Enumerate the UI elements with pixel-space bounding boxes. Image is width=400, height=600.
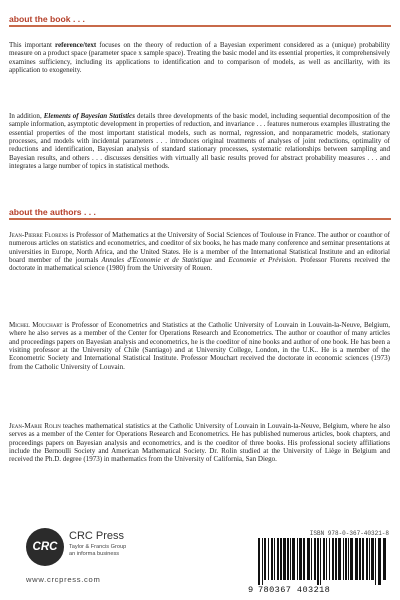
publisher-block: [26, 528, 176, 588]
barcode-bar: [366, 538, 368, 580]
barcode-bar: [335, 538, 337, 580]
barcode-bar: [317, 538, 319, 585]
barcode-bar: [292, 538, 295, 580]
barcode-number: 780367 403218: [258, 585, 331, 595]
barcode-bar: [332, 538, 334, 580]
barcode-bar: [348, 538, 349, 580]
journal-title: Annales d'Economie et de Statistique: [101, 256, 212, 265]
text-segment: focuses on the theory of reduction of a Bayesian experiment considered as a (unique) probability measure on a product space (parameter space x sample space). Treating the basic model and its essential properties, it comprehensively examines sufficiency, including its applications to identification and to comparison of models, as well as ancillarity, with its application to exogeneity.: [9, 41, 390, 75]
about-authors-rule: [9, 218, 391, 220]
barcode-bar: [320, 538, 321, 585]
text-segment: is Professor of Mathematics at the University of Social Sciences of Toulouse in France. The author or coauthor of numerous articles on statistics and econometrics, and coeditor of six books, he has made many conference and seminar presentations at universities in Europe, North Africa, and the United States. He is a member of the International Statistical Institute and an editorial board member of the journals: [9, 231, 390, 265]
barcode-icon: [248, 538, 392, 585]
bold-segment: reference/text: [55, 41, 97, 49]
author-name: Jean-Pierre Florens: [9, 231, 68, 239]
about-book-rule: [9, 25, 391, 27]
publisher-subtitle: [69, 544, 126, 558]
author-bio-florens: [9, 231, 390, 273]
author-name: Michel Mouchart: [9, 321, 63, 329]
barcode-block: [248, 530, 392, 596]
barcode-bar: [280, 538, 282, 580]
barcode-bar: [355, 538, 358, 580]
barcode-bar: [268, 538, 269, 580]
author-name: Jean-Marie Rolin: [9, 422, 61, 430]
barcode-bar: [350, 538, 353, 580]
barcode-bar: [329, 538, 330, 580]
text-segment: teaches mathematical statistics at the Catholic University of Louvain in Louvain-la-Neuve, Belgium, where he also serves as a member of the Center for Operations Research and Econometrics. He has published numerous articles, book chapters, and proceedings papers on Bayesian analysis and econometrics, and is the coeditor of three books. His professional society affiliations include the Bernoulli Society and American Mathematical Society. Dr. Rolin studied at the University of Liège in Belgium and received the Ph.D. degree (1973) in mathematics from the University of California, San Diego.: [9, 422, 391, 464]
book-description-paragraph-1: [9, 41, 390, 74]
publisher-tagline: an informa business: [69, 551, 120, 557]
barcode-bar: [287, 538, 289, 580]
barcode-bar: [258, 538, 260, 585]
barcode-first-digit: 9: [248, 585, 254, 595]
barcode-bar: [262, 538, 263, 585]
barcode-bar: [264, 538, 266, 580]
about-authors-heading: about the authors . . .: [9, 207, 96, 217]
barcode-bar: [274, 538, 275, 580]
barcode-bar: [345, 538, 347, 580]
barcode-bar: [290, 538, 291, 580]
text-segment: . Professor Florens received the doctorate in mathematical science (1980) from the University of Rouen.: [9, 256, 391, 273]
crc-logo-icon: [26, 528, 64, 566]
publisher-website: www.crcpress.com: [26, 575, 101, 584]
barcode-bar: [326, 538, 327, 580]
barcode-bar: [311, 538, 312, 580]
text-segment: details three developments of the basic model, including sequential decomposition of the sample information, asymptotic development in properties of reduction, and invariance . . . features numerous examples illustrating the essential properties of the most important statistical models, such as normal, regression, and nonparametric models, stationary processes, and models with incidental parameters . . . introduces original treatments of analyses of joint reductions, optimality of reductions and identification, Bayesian analysis of standard stationary processes, systematic relationships between sampling and Bayesian results, and others . . . discusses densities with virtually all basic results proved for abstract probability measures . . . and integrates a large number of topics in statistical methods.: [9, 112, 390, 171]
text-segment: and: [211, 256, 229, 265]
book-title: Elements of Bayesian Statistics: [43, 112, 136, 120]
text-segment: is Professor of Econometrics and Statistics at the Catholic University of Louvain in Louvain-la-Neuve, Belgium, where he also serves as a member of the Center for Operations Research and Econometrics. The author or coauthor of many articles and proceedings papers on Bayesian analysis and econometrics, he is the coeditor of nine books and author of one book. He has been a visiting professor at the University of Chile (Santiago) and at University College, London, in the U.K.. He is a member of the Econometric Society and International Statistical Institute. Professor Mouchart received the doctorate in economic sciences (1973) from the Catholic University of Louvain.: [9, 321, 390, 371]
logo-mark: CRC: [32, 541, 58, 553]
barcode-bar: [343, 538, 344, 580]
barcode-bar: [369, 538, 370, 580]
author-bio-mouchart: [9, 321, 390, 371]
barcode-bar: [338, 538, 341, 580]
publisher-group: Taylor & Francis Group: [69, 544, 127, 550]
isbn-label: ISBN 978-0-367-40321-8: [309, 530, 389, 537]
barcode-bar: [271, 538, 273, 580]
barcode-bar: [303, 538, 305, 580]
barcode-bar: [283, 538, 286, 580]
book-description-paragraph-2: [9, 112, 390, 170]
publisher-name: CRC Press: [69, 530, 125, 542]
author-bio-rolin: [9, 422, 390, 464]
barcode-bar: [371, 538, 374, 580]
barcode-bar: [314, 538, 316, 580]
text-segment: This important: [9, 41, 56, 49]
barcode-bar: [297, 538, 298, 580]
barcode-bar: [307, 538, 310, 580]
barcode-bar: [277, 538, 279, 580]
barcode-bar: [375, 538, 376, 585]
barcode-bar: [359, 538, 361, 580]
barcode-bar: [323, 538, 325, 580]
text-segment: In addition,: [9, 112, 44, 120]
about-book-heading: about the book . . .: [9, 14, 85, 24]
barcode-bar: [378, 538, 381, 585]
barcode-bar: [383, 538, 386, 580]
barcode-bar: [299, 538, 302, 580]
barcode-bar: [362, 538, 364, 580]
journal-title: Economie et Prévision: [228, 256, 296, 265]
